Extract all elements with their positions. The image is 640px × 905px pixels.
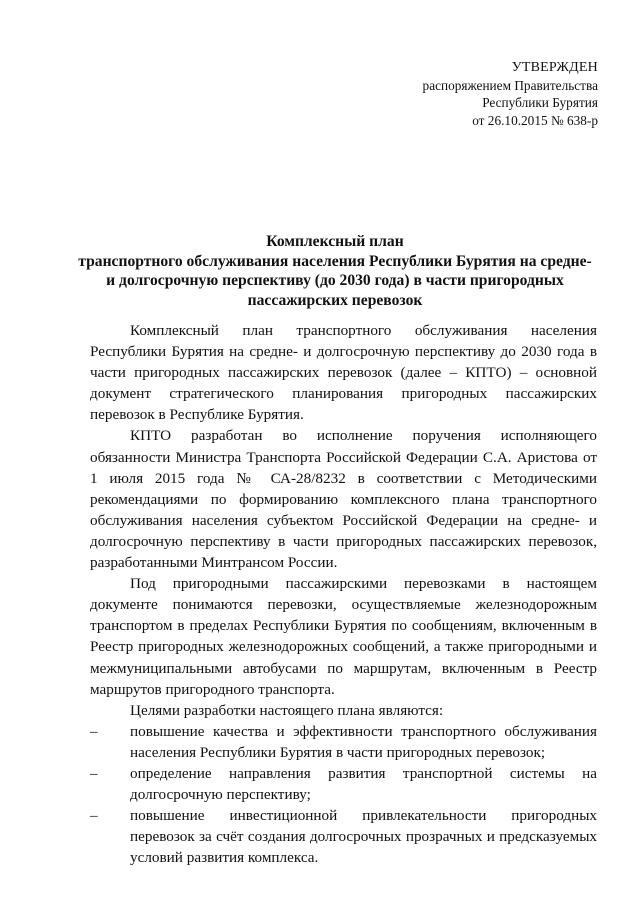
approval-title: УТВЕРЖДЕН — [511, 60, 598, 75]
title-line-4: пассажирских перевозок — [247, 291, 423, 309]
title-line-1: Комплексный план — [266, 233, 404, 250]
document-title — [70, 232, 600, 310]
approval-line-2: Республики Бурятия — [482, 95, 598, 111]
goal-text: определение направления развития транспортной системы на долгосрочную перспективу; — [130, 764, 597, 804]
dash-marker: – — [90, 807, 98, 825]
list-item — [90, 721, 597, 763]
list-item — [90, 805, 597, 868]
paragraph-basis: КПТО разработан во исполнение поручения исполняющего обязанности Министра Транспорта Российской Федерации С.А. Аристова от 1 июля 2015 года № СА-28/8232 в соответствии с Методическими рекомендациями по формированию комплексного плана транспортного обслуживания населения субъектом Российской Федерации на средне- и долгосрочную перспективу в части пригородных пассажирских перевозок, разработанными Минтрансом России. — [90, 427, 597, 572]
goals-list — [90, 721, 597, 869]
approval-line-1: распоряжением Правительства — [422, 77, 598, 93]
approval-stamp — [423, 59, 598, 129]
title-line-2: транспортного обслуживания населения Республики Бурятия на средне- — [78, 252, 592, 270]
paragraph-definition: Под пригородными пассажирскими перевозками в настоящем документе понимаются перевозки, осуществляемые железнодорожным транспортом в пределах Республики Бурятия по сообщениям, включенным в Реестр пригородных железнодорожных сообщений, а также пригородными и межмуниципальными автобусами по маршрутам, включенным в Реестр маршрутов пригородного транспорта. — [90, 575, 597, 698]
document-body — [90, 320, 597, 868]
goal-text: повышение качества и эффективности транспортного обслуживания населения Республики Бурятия в части пригородных перевозок; — [130, 722, 597, 761]
title-line-3: и долгосрочную перспективу (до 2030 года) в части пригородных — [106, 272, 564, 289]
approval-line-3: от 26.10.2015 № 638-р — [472, 112, 598, 128]
list-item — [90, 763, 597, 805]
paragraph-intro: Комплексный план транспортного обслуживания населения Республики Бурятия на средне- и долгосрочную перспективу до 2030 года в части пригородных пассажирских перевозок (далее – КПТО) – основной документ стратегического планирования пригородных пассажирских перевозок в Республике Бурятия. — [90, 322, 597, 424]
dash-marker: – — [90, 722, 98, 740]
paragraph-goals-intro: Целями разработки настоящего плана являются: — [130, 701, 444, 719]
dash-marker: – — [90, 764, 98, 782]
goal-text: повышение инвестиционной привлекательности пригородных перевозок за счёт создания долгосрочных прозрачных и предсказуемых условий развития комплекса. — [130, 807, 597, 867]
